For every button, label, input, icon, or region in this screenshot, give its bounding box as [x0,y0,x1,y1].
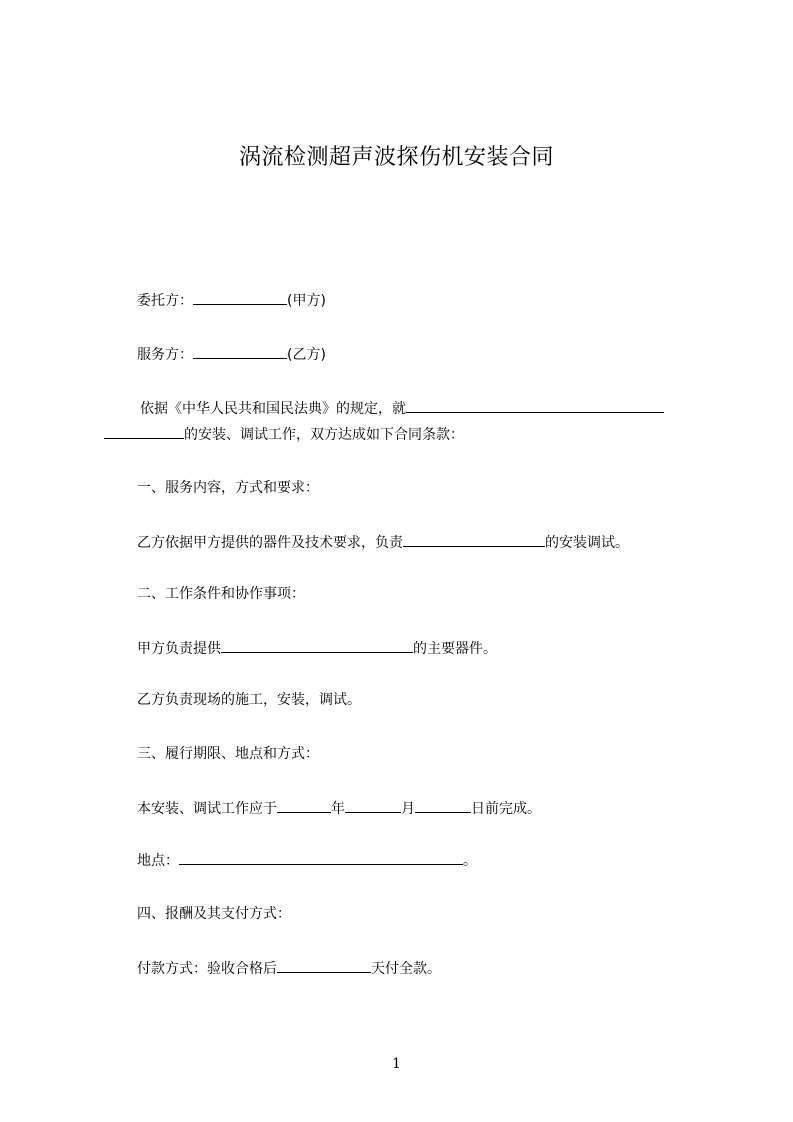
section4-payment-line [137,958,441,979]
basis-line-2 [104,424,464,445]
payment-days-blank[interactable] [277,958,371,973]
section2-line1-prefix: 甲方负责提供 [137,641,221,657]
section3-heading: 三、履行期限、地点和方式： [137,746,319,762]
section2-line1 [137,638,497,659]
party-b-suffix: (乙方) [287,347,326,363]
basis-line-1 [140,398,664,419]
party-a-label: 委托方： [137,293,193,309]
basis-blank-2[interactable] [104,424,184,439]
section1-body [137,532,629,553]
section3-date-line [137,798,541,819]
section3-date-prefix: 本安装、调试工作应于 [137,801,277,817]
party-a-suffix: (甲方) [287,293,326,309]
year-label: 年 [331,801,345,817]
basis-suffix: 的安装、调试工作，双方达成如下合同条款： [184,427,464,443]
section2-heading: 二、工作条件和协作事项： [137,586,305,602]
location-label: 地点： [137,853,179,869]
section2-line1-suffix: 的主要器件。 [413,641,497,657]
section2-line2: 乙方负责现场的施工，安装，调试。 [137,692,361,708]
party-b-blank[interactable] [193,344,287,359]
section1-blank[interactable] [403,532,545,547]
payment-prefix: 付款方式：验收合格后 [137,961,277,977]
location-blank[interactable] [179,850,463,865]
section1-suffix: 的安装调试。 [545,535,629,551]
day-suffix: 日前完成。 [471,801,541,817]
section4-heading: 四、报酬及其支付方式： [137,906,291,922]
section1-heading: 一、服务内容，方式和要求： [137,480,319,496]
payment-suffix: 天付全款。 [371,961,441,977]
party-b-label: 服务方： [137,347,193,363]
month-blank[interactable] [345,798,401,813]
section3-location-line [137,850,477,871]
year-blank[interactable] [277,798,331,813]
party-b-line [137,344,326,365]
party-a-blank[interactable] [193,290,287,305]
basis-blank-1[interactable] [406,398,664,413]
party-a-line [137,290,326,311]
contract-title: 涡流检测超声波探伤机安装合同 [238,145,554,170]
month-label: 月 [401,801,415,817]
section1-prefix: 乙方依据甲方提供的器件及技术要求，负责 [137,535,403,551]
page-number: 1 [392,1056,401,1072]
basis-prefix: 依据《中华人民共和国民法典》的规定，就 [140,401,406,417]
location-end: 。 [463,853,477,869]
day-blank[interactable] [415,798,471,813]
section2-blank[interactable] [221,638,413,653]
